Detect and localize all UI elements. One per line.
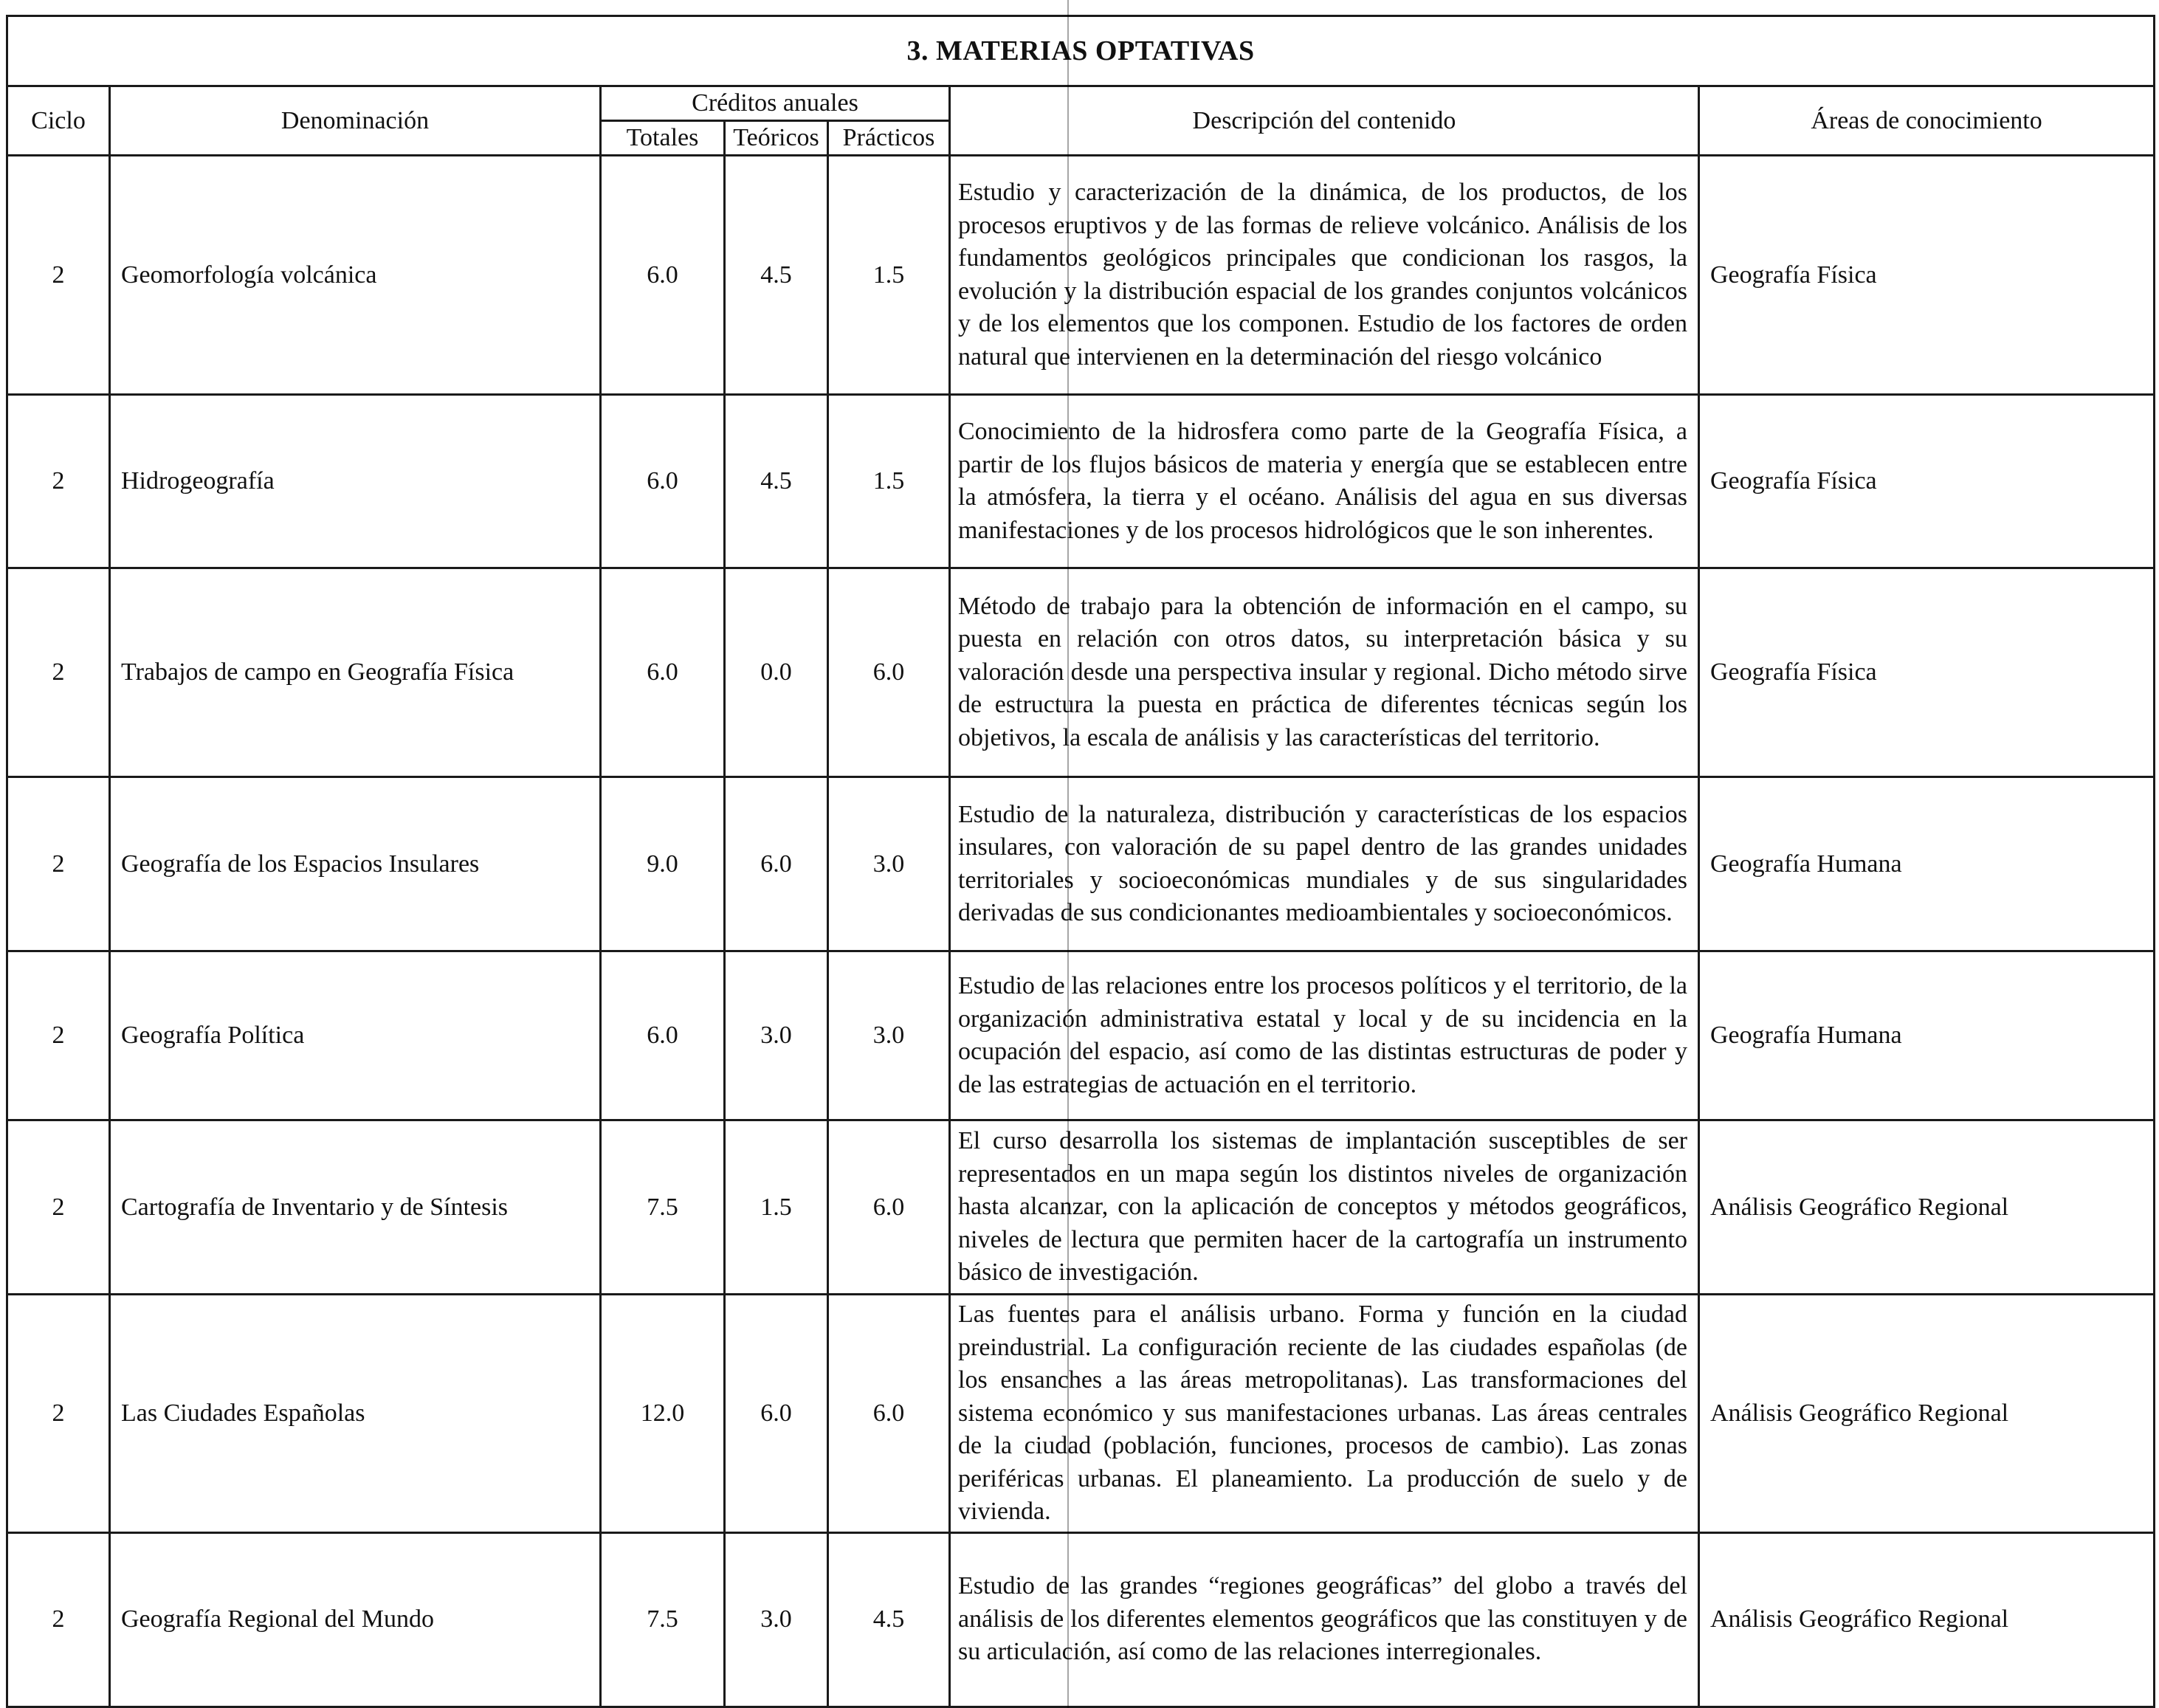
cell-teoricos: 3.0 [725,951,828,1120]
cell-descripcion: Estudio de las relaciones entre los procesos políticos y el territorio, de la organización administrativa estatal y local y de su incidencia en la ocupación del espacio, así como de las distintas estructuras de poder y de las estrategias de actuación en el territorio. [950,951,1699,1120]
table-row [7,568,2155,777]
cell-ciclo: 2 [7,1295,110,1533]
cell-descripcion: El curso desarrolla los sistemas de implantación susceptibles de ser representados en un mapa según los distintos niveles de organización hasta alcanzar, con la aplicación de conceptos y métodos geográficos, niveles de lectura que permiten hacer de la cartografía un instrumento básico de investigación. [950,1120,1699,1295]
cell-area: Geografía Física [1699,156,2155,395]
cell-ciclo: 2 [7,156,110,395]
cell-ciclo: 2 [7,568,110,777]
cell-ciclo: 2 [7,777,110,951]
cell-practicos: 3.0 [828,777,950,951]
header-areas: Áreas de conocimiento [1699,86,2155,156]
cell-descripcion: Método de trabajo para la obtención de información en el campo, su puesta en relación con otros datos, su interpretación básica y su valoración desde una perspectiva insular y regional. Dicho método sirve de estructura la puesta en práctica de diferentes técnicas según los objetivos, la escala de análisis y las características del territorio. [950,568,1699,777]
cell-totales: 7.5 [601,1120,725,1295]
cell-totales: 6.0 [601,951,725,1120]
document-page [6,15,2153,1708]
scan-artifact-line [1067,0,1069,1708]
cell-practicos: 6.0 [828,1295,950,1533]
table-title: 3. MATERIAS OPTATIVAS [7,16,2155,86]
table-row [7,1295,2155,1533]
header-totales: Totales [601,121,725,156]
header-practicos: Prácticos [828,121,950,156]
header-ciclo: Ciclo [7,86,110,156]
cell-ciclo: 2 [7,395,110,568]
cell-practicos: 6.0 [828,568,950,777]
cell-teoricos: 0.0 [725,568,828,777]
cell-denominacion: Trabajos de campo en Geografía Física [110,568,601,777]
cell-descripcion: Conocimiento de la hidrosfera como parte de la Geografía Física, a partir de los flujos básicos de materia y energía que se establecen entre la atmósfera, la tierra y el océano. Análisis del agua en sus diversas manifestaciones y de los procesos hidrológicos que le son inherentes. [950,395,1699,568]
cell-denominacion: Cartografía de Inventario y de Síntesis [110,1120,601,1295]
cell-area: Geografía Física [1699,395,2155,568]
cell-totales: 6.0 [601,156,725,395]
table-row [7,1532,2155,1707]
cell-ciclo: 2 [7,1120,110,1295]
cell-denominacion: Geomorfología volcánica [110,156,601,395]
cell-area: Geografía Física [1699,568,2155,777]
table-row [7,777,2155,951]
cell-ciclo: 2 [7,951,110,1120]
cell-totales: 7.5 [601,1532,725,1707]
cell-ciclo: 2 [7,1532,110,1707]
table-row [7,156,2155,395]
cell-practicos: 1.5 [828,156,950,395]
cell-practicos: 6.0 [828,1120,950,1295]
cell-descripcion: Estudio y caracterización de la dinámica, de los productos, de los procesos eruptivos y de las formas de relieve volcánico. Análisis de los fundamentos geológicos principales que condicionan los rasgos, la evolución y la distribución espacial de los grandes conjuntos volcánicos y de los elementos que los componen. Estudio de los factores de orden natural que intervienen en la determinación del riesgo volcánico [950,156,1699,395]
cell-totales: 9.0 [601,777,725,951]
header-teoricos: Teóricos [725,121,828,156]
cell-descripcion: Estudio de la naturaleza, distribución y características de los espacios insulares, con valoración de su papel dentro de las grandes unidades territoriales y socioeconómicas mundiales y de sus singularidades derivadas de sus condicionantes medioambientales y socioeconómicos. [950,777,1699,951]
table-row [7,951,2155,1120]
optativas-table [6,15,2155,1708]
table-row [7,395,2155,568]
cell-totales: 6.0 [601,568,725,777]
cell-teoricos: 6.0 [725,1295,828,1533]
cell-teoricos: 4.5 [725,395,828,568]
cell-teoricos: 1.5 [725,1120,828,1295]
cell-denominacion: Las Ciudades Españolas [110,1295,601,1533]
cell-totales: 6.0 [601,395,725,568]
cell-area: Geografía Humana [1699,951,2155,1120]
cell-descripcion: Las fuentes para el análisis urbano. Forma y función en la ciudad preindustrial. La configuración reciente de las ciudades españolas (de los ensanches a las áreas metropolitanas). Las transformaciones del sistema económico y sus manifestaciones urbanas. Las áreas centrales de la ciudad (población, funciones, procesos de cambio). Las zonas periféricas urbanas. El planeamiento. La producción de suelo y de vivienda. [950,1295,1699,1533]
cell-area: Análisis Geográfico Regional [1699,1120,2155,1295]
header-descripcion: Descripción del contenido [950,86,1699,156]
cell-area: Geografía Humana [1699,777,2155,951]
cell-practicos: 1.5 [828,395,950,568]
cell-descripcion: Estudio de las grandes “regiones geográficas” del globo a través del análisis de los diferentes elementos geográficos que las constituyen y de su articulación, así como de las relaciones interregionales. [950,1532,1699,1707]
header-creditos: Créditos anuales [601,86,950,121]
cell-teoricos: 3.0 [725,1532,828,1707]
cell-area: Análisis Geográfico Regional [1699,1295,2155,1533]
cell-denominacion: Geografía de los Espacios Insulares [110,777,601,951]
cell-area: Análisis Geográfico Regional [1699,1532,2155,1707]
cell-teoricos: 6.0 [725,777,828,951]
cell-denominacion: Geografía Política [110,951,601,1120]
cell-practicos: 4.5 [828,1532,950,1707]
cell-totales: 12.0 [601,1295,725,1533]
cell-teoricos: 4.5 [725,156,828,395]
header-denominacion: Denominación [110,86,601,156]
cell-denominacion: Hidrogeografía [110,395,601,568]
table-row [7,1120,2155,1295]
cell-denominacion: Geografía Regional del Mundo [110,1532,601,1707]
cell-practicos: 3.0 [828,951,950,1120]
